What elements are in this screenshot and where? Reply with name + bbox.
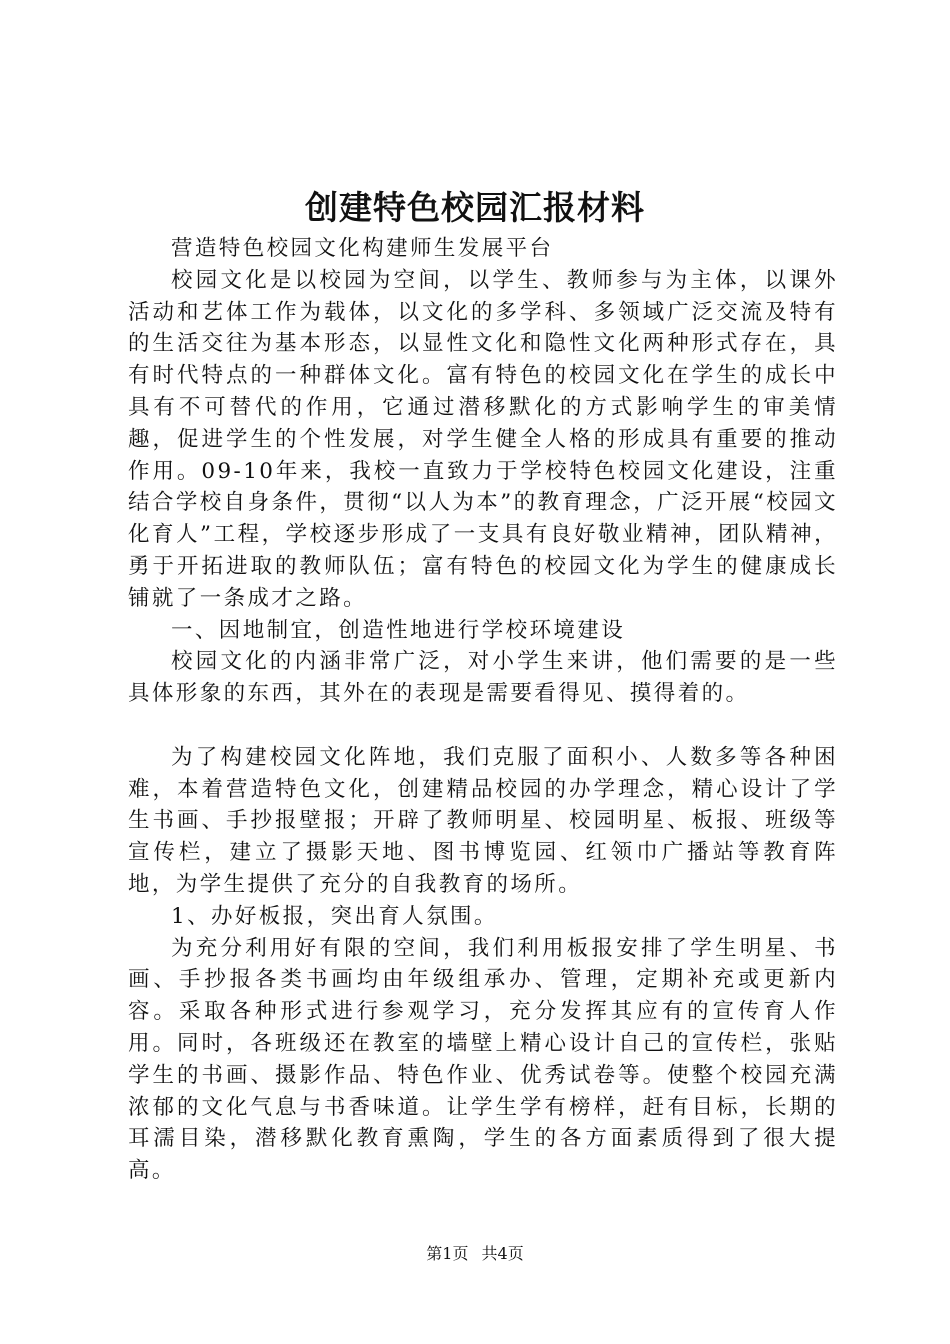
page-total: 共4页	[481, 1244, 524, 1263]
page-number: 第1页	[426, 1244, 469, 1263]
document-body	[128, 233, 838, 1187]
blank-line	[128, 710, 838, 742]
body-paragraph: 校园文化的内涵非常广泛，对小学生来讲，他们需要的是一些具体形象的东西，其外在的表现是需要看得见、摸得着的。	[128, 649, 838, 707]
subtitle-paragraph: 营造特色校园文化构建师生发展平台	[171, 236, 554, 261]
body-paragraph: 为充分利用好有限的空间，我们利用板报安排了学生明星、书画、手抄报各类书画均由年级组承办、管理，定期补充或更新内容。采取各种形式进行参观学习，充分发挥其应有的宣传育人作用。同时，各班级还在教室的墙壁上精心设计自己的宣传栏，张贴学生的书画、摄影作品、特色作业、优秀试卷等。使整个校园充满浓郁的文化气息与书香味道。让学生学有榜样，赶有目标，长期的耳濡目染，潜移默化教育熏陶，学生的各方面素质得到了很大提高。	[128, 935, 838, 1184]
document-title: 创建特色校园汇报材料	[305, 188, 645, 227]
subsection-heading: 1、办好板报，突出育人氛围。	[171, 903, 498, 929]
body-paragraph: 为了构建校园文化阵地，我们克服了面积小、人数多等各种困难，本着营造特色文化，创建精品校园的办学理念，精心设计了学生书画、手抄报壁报；开辟了教师明星、校园明星、板报、班级等宣传栏，建立了摄影天地、图书博览园、红领巾广播站等教育阵地，为学生提供了充分的自我教育的场所。	[128, 744, 838, 897]
section-heading: 一、因地制宜，创造性地进行学校环境建设	[171, 617, 626, 643]
intro-paragraph: 校园文化是以校园为空间，以学生、教师参与为主体，以课外活动和艺体工作为载体，以文化的多学科、多领域广泛交流及特有的生活交往为基本形态，以显性文化和隐性文化两种形式存在，具有时代特点的一种群体文化。富有特色的校园文化在学生的成长中具有不可替代的作用，它通过潜移默化的方式影响学生的审美情趣，促进学生的个性发展，对学生健全人格的形成具有重要的推动作用。09-10年来，我校一直致力于学校特色校园文化建设，注重结合学校自身条件，贯彻“以人为本”的教育理念，广泛开展“校园文化育人”工程，学校逐步形成了一支具有良好敬业精神，团队精神，勇于开拓进取的教师队伍；富有特色的校园文化为学生的健康成长铺就了一条成才之路。	[128, 267, 838, 611]
page-footer	[0, 1243, 950, 1265]
